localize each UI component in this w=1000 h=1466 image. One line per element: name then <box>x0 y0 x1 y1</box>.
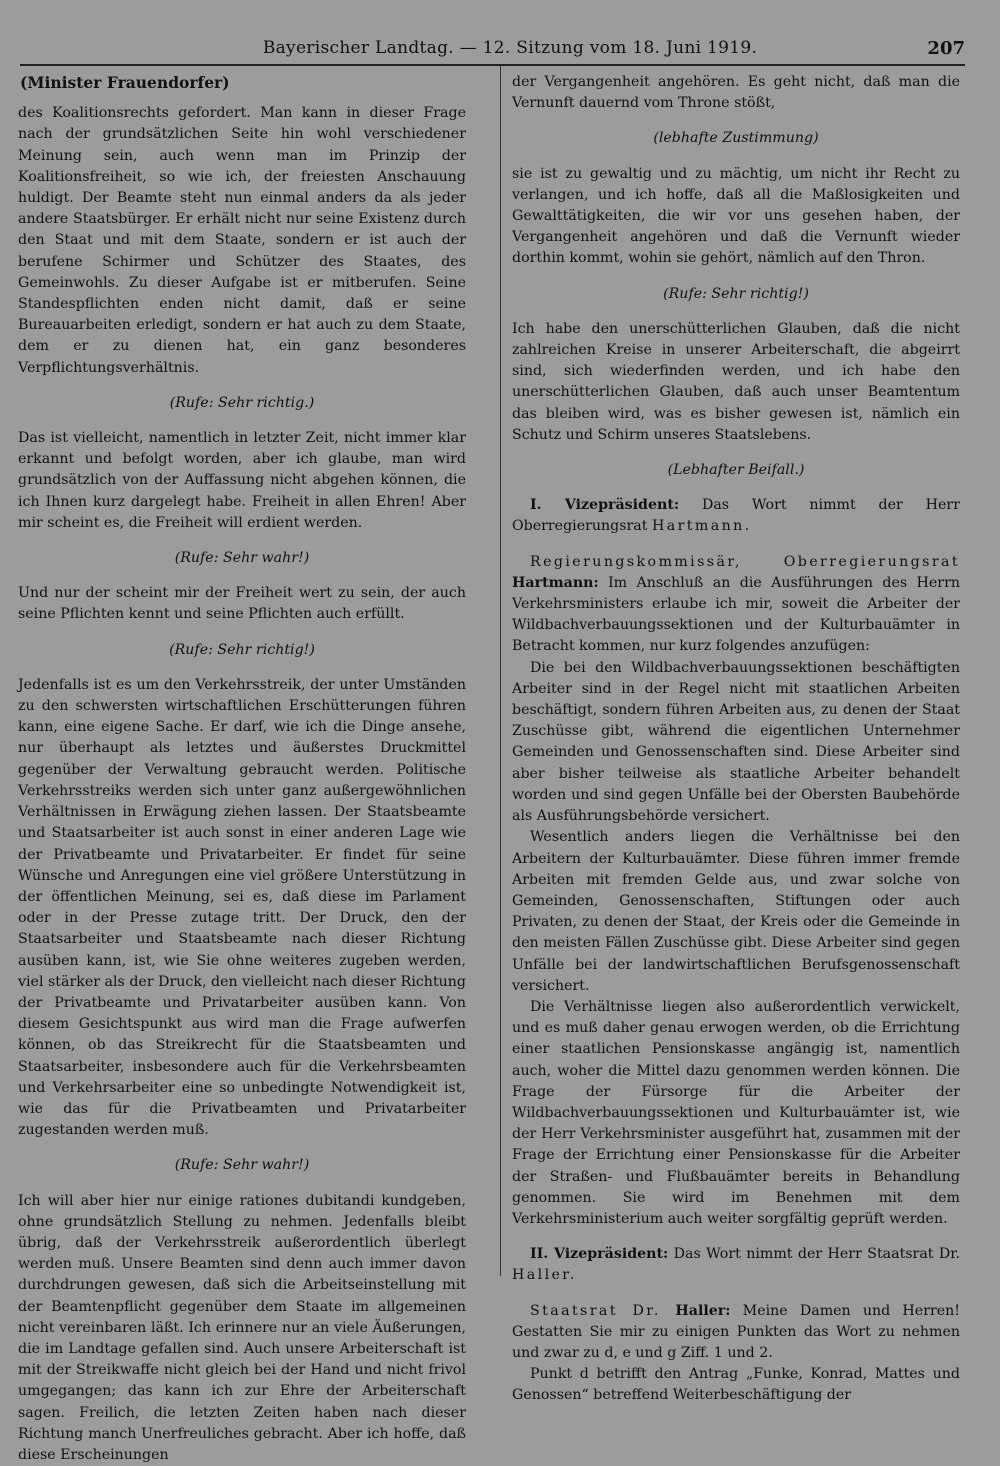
office-title: Regierungskommissär, Oberregierungsrat <box>530 553 960 570</box>
speaker-paragraph <box>512 552 960 658</box>
page-number: 207 <box>927 38 965 59</box>
left-column <box>18 72 466 1466</box>
audience-reaction: (Rufe: Sehr richtig!) <box>169 641 315 658</box>
speaker-label: II. Vizepräsident: <box>530 1246 669 1263</box>
paragraph: der Vergangenheit angehören. Es geht nicht, daß man die Vernunft dauernd vom Throne stößt, <box>512 74 960 112</box>
person-name: Hartmann. <box>651 518 752 535</box>
paragraph: Die Verhältnisse liegen also außerordentlich verwickelt, und es muß daher genau erwogen werden, ob die Errichtung einer staatlichen Pensionskasse angängig ist, namentlich auch, woher die Mittel dazu genommen werden können. Die Frage der Fürsorge für die Arbeiter der Wildbachverbauungssektionen und Kulturbauämter ist, wie der Herr Verkehrsminister ausgeführt hat, zusammen mit der Frage der Errichtung einer Pensionskasse für die Arbeiter der Straßen- und Flußbauämter bereits in Behandlung genommen. Sie wird im Benehmen mit dem Verkehrsministerium auch weiter sorgfältig geprüft werden. <box>512 998 960 1227</box>
paragraph: Die bei den Wildbachverbauungssektionen beschäftigten Arbeiter sind in der Regel nicht mit staatlichen Arbeiten beschäftigt, sondern führen Arbeiten aus, zu denen der Staat Zuschüsse gibt, während die eigentlichen Unternehmer Gemeinden und Genossenschaften sind. Diese Arbeiter sind aber bisher teilweise als staatliche Arbeiter behandelt worden und sind gegen Unfälle bei der Obersten Baubehörde als Ausführungsbehörde versichert. <box>512 659 960 825</box>
audience-reaction: (Rufe: Sehr wahr!) <box>174 550 310 567</box>
section-heading: (Minister Frauendorfer) <box>20 73 230 92</box>
audience-reaction: (Rufe: Sehr richtig!) <box>663 285 809 302</box>
speaker-text: Das Wort nimmt der Herr Oberregierungsrat <box>512 497 960 535</box>
paragraph: Das ist vielleicht, namentlich in letzter Zeit, nicht immer klar erkannt und befolgt worden, aber ich glaube, man wird grundsätzlich von der Auffassung nicht abgehen können, die ich Ihnen kurz dargelegt habe. Freiheit in allen Ehren! Aber mir scheint es, die Freiheit will erdient werden. <box>18 430 466 531</box>
speaker-label: Haller: <box>675 1302 731 1319</box>
paragraph: Ich will aber hier nur einige rationes dubitandi kundgeben, ohne grundsätzlich Stellung zu nehmen. Jedenfalls bleibt übrig, daß der Verkehrsstreik außerordentlich überlegt werden muß. Unsere Beamten sind denn auch immer davon durchdrungen gewesen, daß sich die Arbeitseinstellung mit der Beamtenpflicht gegenüber dem Staate im allgemeinen nicht vereinbaren läßt. Ich erinnere nur an viele Äußerungen, die im Landtage gefallen sind. Auch unsere Arbeiterschaft ist mit der Streikwaffe nicht gleich bei der Hand und nicht frivol umgegangen; das kann ich zur Ehre der Arbeiterschaft sagen. Freilich, die letzten Zeiten haben nach dieser Richtung manch Unerfreuliches gebracht. Aber ich hoffe, daß diese Erscheinungen <box>18 1192 466 1463</box>
page-header <box>20 34 965 66</box>
audience-reaction: (Lebhafter Beifall.) <box>667 462 805 479</box>
spacer <box>512 538 960 552</box>
speaker-label: I. Vizepräsident: <box>530 497 680 514</box>
audience-reaction: (Rufe: Sehr wahr!) <box>174 1157 310 1174</box>
speaker-paragraph <box>512 1244 960 1286</box>
audience-reaction: (Rufe: Sehr richtig.) <box>169 394 315 411</box>
paragraph: Punkt d betrifft den Antrag „Funke, Konrad, Mattes und Genossen“ betreffend Weiterbeschäftigung der <box>512 1366 960 1404</box>
paragraph: Ich habe den unerschütterlichen Glauben, daß die nicht zahlreichen Kreise in unserer Arbeiterschaft, die abgeirrt sind, sich wiederfinden werden, und ich habe den unerschütterlichen Glauben, daß auch unser Beamtentum das bleiben wird, was es bisher gewesen ist, nämlich ein Schutz und Schirm unseres Staatslebens. <box>512 320 960 443</box>
column-divider <box>500 66 501 1276</box>
speaker-text: Meine Damen und Herren! Gestatten Sie mir zu einigen Punkten das Wort zu nehmen und zwar zu d, e und g Ziff. 1 und 2. <box>512 1302 960 1361</box>
speaker-text: Im Anschluß an die Ausführungen des Herrn Verkehrsministers erlaube ich mir, soweit die Arbeiter der Wildbachverbauungssektionen und der Kulturbauämter in Betracht kommen, nur kurz folgendes anzufügen: <box>512 574 960 655</box>
office-title: Staatsrat Dr. <box>530 1302 676 1319</box>
speaker-label: Hartmann: <box>512 574 599 591</box>
spacer <box>512 1230 960 1244</box>
right-column <box>512 72 960 1407</box>
paragraph: Wesentlich anders liegen die Verhältnisse bei den Arbeitern der Kulturbauämter. Diese führen immer fremde Arbeiten mit fremden Gelde aus, und zwar solche von Gemeinden, Genossenschaften, Stiftungen oder auch Privaten, zu denen der Staat, der Kreis oder die Gemeinde in den meisten Fällen Zuschüsse gibt. Diese Arbeiter sind gegen Unfälle bei der landwirtschaftlichen Berufsgenossenschaft versichert. <box>512 829 960 994</box>
speaker-paragraph <box>512 1301 960 1365</box>
paragraph: des Koalitionsrechts gefordert. Man kann in dieser Frage nach der grundsätzlichen Seite hin wohl verschiedener Meinung sein, auch wenn man im Prinzip der Koalitionsfreiheit, so wie ich, der freiesten Anschauung huldigt. Der Beamte steht nun einmal anders da als jeder andere Staatsbürger. Er erhält nicht nur seine Existenz durch den Staat und mit dem Staate, sondern er ist auch der berufene Schirmer und Schützer des Staates, des Gemeinwohls. Zu dieser Aufgabe ist er mitberufen. Seine Standespflichten enden nicht damit, daß er seine Bureauarbeiten erledigt, sondern er hat auch zu dem Staate, dem er zu dienen hat, ein ganz besonderes Verpflichtungsverhältnis. <box>18 105 466 376</box>
paragraph: sie ist zu gewaltig und zu mächtig, um nicht ihr Recht zu verlangen, und ich hoffe, daß all die Maßlosigkeiten und Gewalttätigkeiten, die wir vor uns gesehen haben, der Vergangenheit angehören und daß die Vernunft wieder dorthin kommt, wohin sie gehört, nämlich auf den Thron. <box>512 165 960 267</box>
speaker-text: Das Wort nimmt der Herr Staatsrat Dr. <box>668 1246 960 1263</box>
paragraph: Jedenfalls ist es um den Verkehrsstreik, der unter Umständen zu den schwersten wirtschaftlichen Erschütterungen führen kann, eine eigene Sache. Er darf, wie ich die Dinge ansehe, nur überhaupt als letztes und äußerstes Druckmittel gegenüber der Verwaltung gebraucht werden. Politische Verkehrsstreiks werden sich unter ganz außergewöhnlichen Verhältnissen in Erwägung ziehen lassen. Der Staatsbeamte und Staatsarbeiter ist auch sonst in einer anderen Lage wie der Privatbeamte und Privatarbeiter. Er findet für seine Wünsche und Anregungen eine viel größere Unterstützung in der öffentlichen Meinung, sei es, daß diese im Parlament oder in der Presse zutage tritt. Der Druck, den der Staatsarbeiter und Staatsbeamte nach dieser Richtung ausüben kann, ist, wie Sie ohne weiteres zugeben werden, viel stärker als der Druck, den vielleicht nach dieser Richtung der Privatbeamte und Privatarbeiter ausüben kann. Von diesem Gesichtspunkt aus wird man die Frage aufwerfen können, ob das Streikrecht für die Staatsbeamten und Staatsarbeiter, insbesondere auch für die Verkehrsbeamten und Verkehrsarbeiter eine so unbedingte Notwendigkeit ist, wie das für die Privatbeamten und Privatarbeiter zugestanden werden muß. <box>18 676 466 1139</box>
speaker-paragraph <box>512 495 960 537</box>
paragraph: Und nur der scheint mir der Freiheit wert zu sein, der auch seine Pflichten kennt und seine Pflichten auch erfüllt. <box>18 585 466 623</box>
spacer <box>512 1287 960 1301</box>
audience-reaction: (lebhafte Zustimmung) <box>653 130 819 147</box>
running-title: Bayerischer Landtag. — 12. Sitzung vom 18. Juni 1919. <box>262 38 758 58</box>
person-name: Haller. <box>512 1267 577 1284</box>
